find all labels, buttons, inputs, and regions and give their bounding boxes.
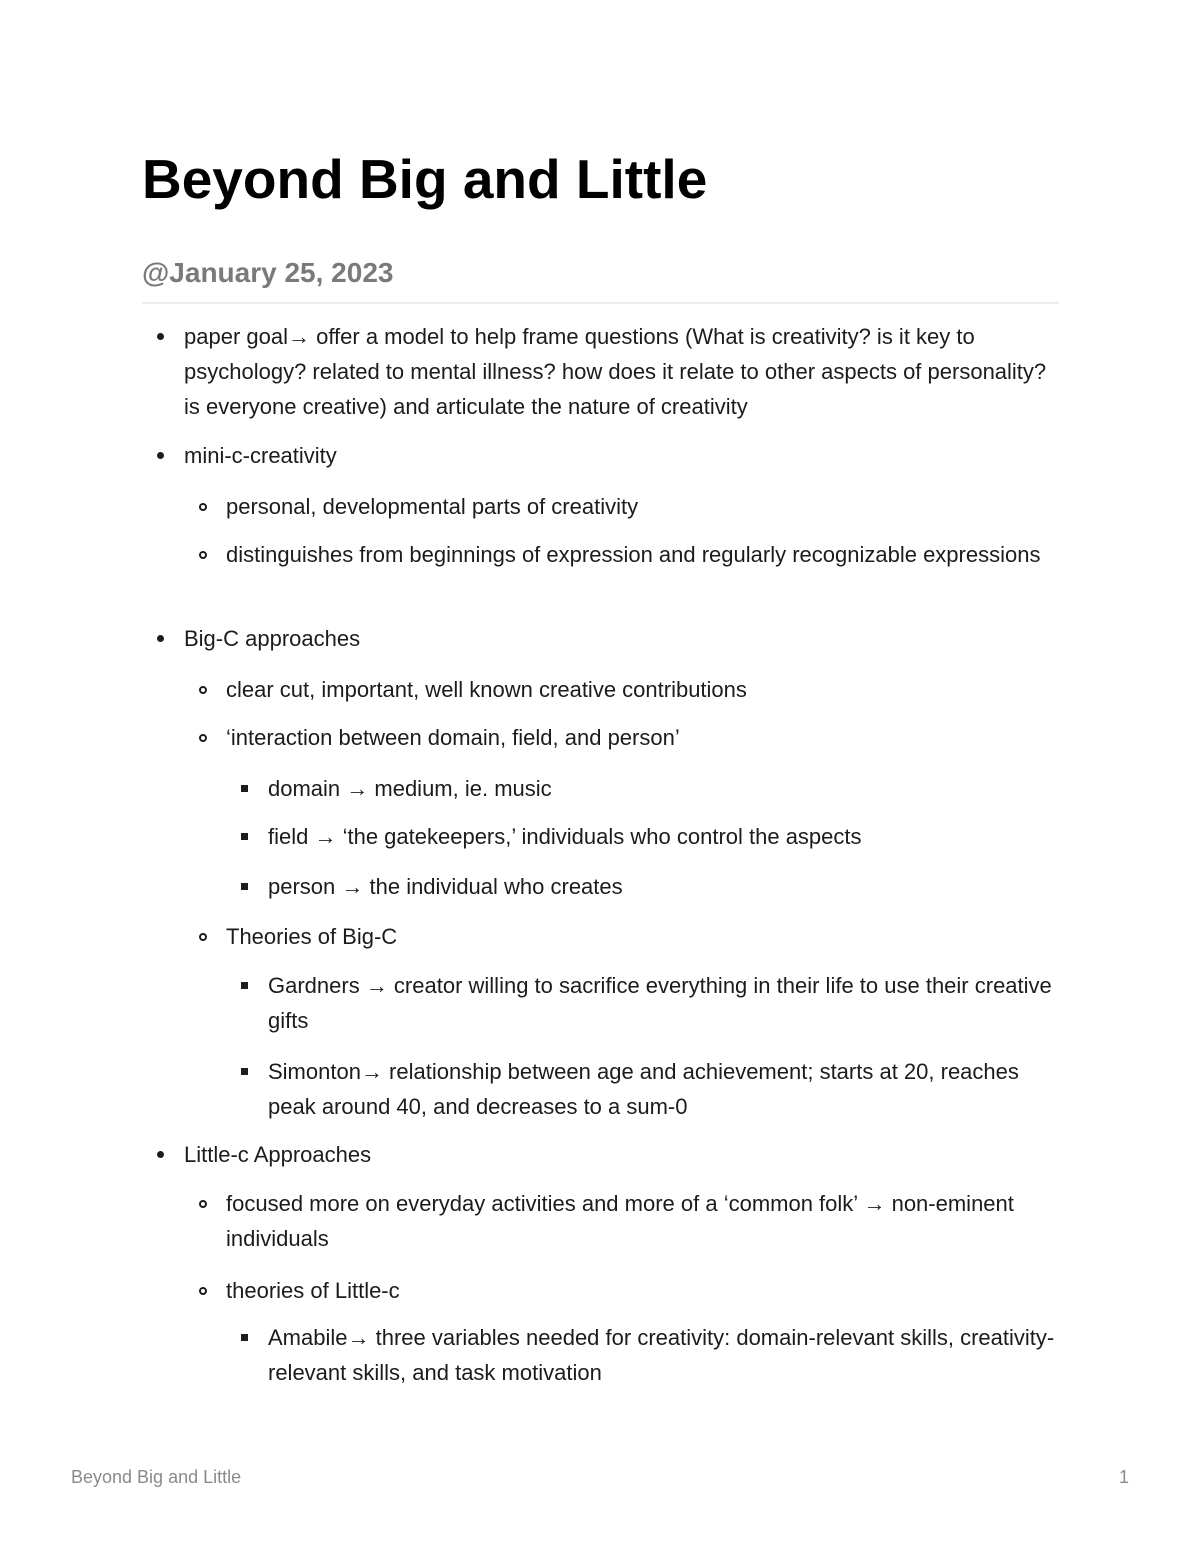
list-item-level-1: Big-C approaches [184,626,361,651]
square-bullet-icon [241,982,248,989]
circle-bullet-icon [199,734,207,742]
disc-bullet-icon [157,635,164,642]
list-item-level-2: Theories of Big-C [226,924,398,949]
square-bullet-icon [241,833,248,840]
list-item-level-3: field → ‘the gatekeepers,’ individuals who control the aspects [268,824,862,849]
footer-title: Beyond Big and Little [71,1467,242,1487]
list-item-level-2: focused more on everyday activities and more of a ‘common folk’ → non-eminent individuals [226,1191,1014,1251]
circle-bullet-icon [199,1200,207,1208]
list-item-level-3: Simonton→ relationship between age and achievement; starts at 20, reaches peak around 40, and decreases to a sum-0 [268,1059,1019,1119]
square-bullet-icon [241,785,248,792]
list-item-level-3: Amabile→ three variables needed for creativity: domain-relevant skills, creativity-relevant skills, and task motivation [268,1325,1055,1385]
list-item-level-3: domain → medium, ie. music [268,776,552,801]
page-number: 1 [1118,1467,1129,1487]
list-item-level-2: distinguishes from beginnings of expression and regularly recognizable expressions [226,542,1041,567]
circle-bullet-icon [199,933,207,941]
square-bullet-icon [241,883,248,890]
list-item-level-1: mini-c-creativity [184,443,337,468]
list-item-level-3: Gardners → creator willing to sacrifice everything in their life to use their creative gifts [268,973,1052,1033]
circle-bullet-icon [199,503,207,511]
date-property: @January 25, 2023 [142,257,394,288]
square-bullet-icon [241,1334,248,1341]
list-item-level-1: Little-c Approaches [184,1142,372,1167]
list-item-level-3: person → the individual who creates [268,874,623,899]
disc-bullet-icon [157,452,164,459]
list-item-level-2: personal, developmental parts of creativity [226,494,639,519]
divider [142,302,1059,304]
circle-bullet-icon [199,1287,207,1295]
page-title: Beyond Big and Little [142,148,708,210]
disc-bullet-icon [157,333,164,340]
square-bullet-icon [241,1068,248,1075]
list-item-level-1: paper goal→ offer a model to help frame questions (What is creativity? is it key to psychology? related to mental illness? how does it relate to other aspects of personality? is everyone creative) and articulate the nature of creativity [184,324,1047,419]
list-item-level-2: ‘interaction between domain, field, and person’ [226,725,680,750]
list-item-level-2: clear cut, important, well known creative contributions [226,677,747,702]
disc-bullet-icon [157,1151,164,1158]
list-item-level-2: theories of Little-c [226,1278,400,1303]
circle-bullet-icon [199,686,207,694]
circle-bullet-icon [199,551,207,559]
